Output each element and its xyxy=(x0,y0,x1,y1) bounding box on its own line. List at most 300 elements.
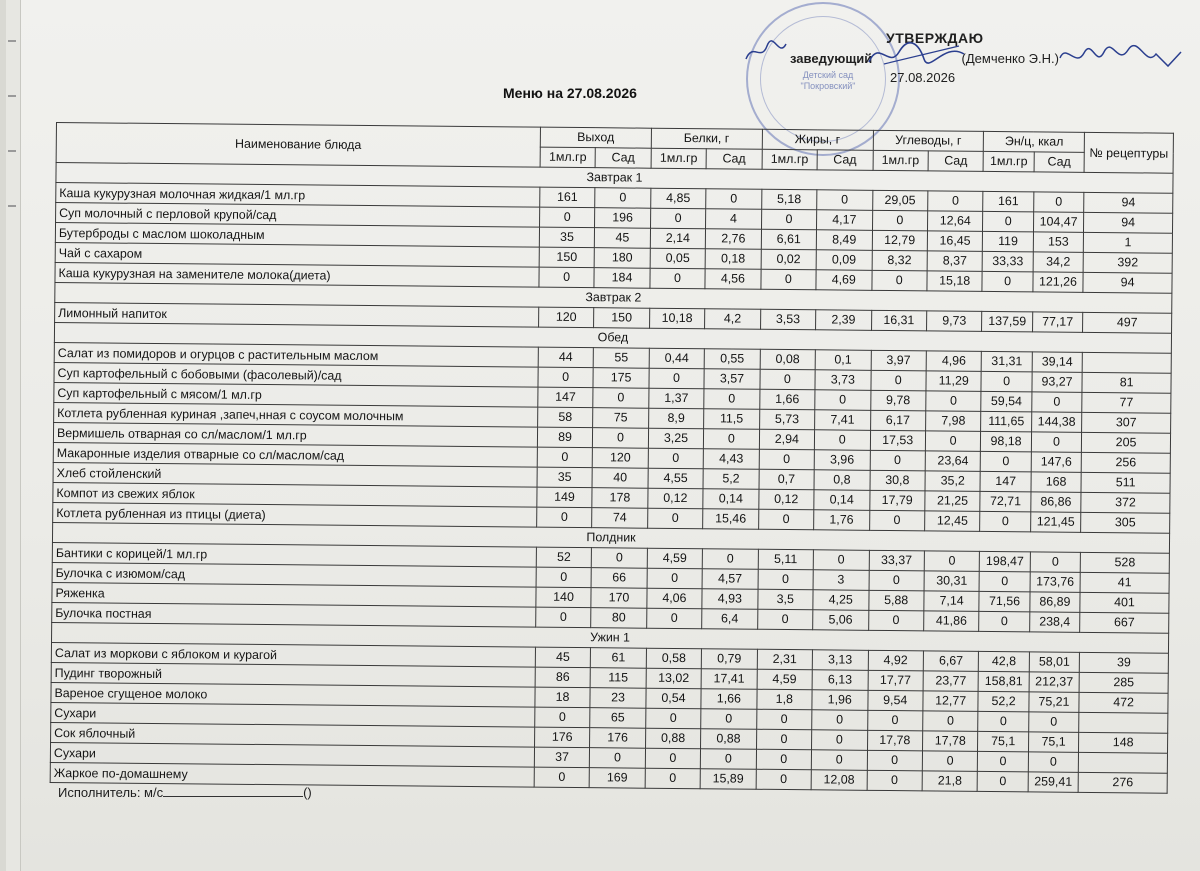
value-cell: 86,86 xyxy=(1031,492,1082,512)
dish-name: Хлеб стойленский xyxy=(53,462,537,487)
dish-name: Сухари xyxy=(50,742,534,767)
value-cell: 0 xyxy=(978,711,1029,731)
value-cell: 4,55 xyxy=(648,468,704,489)
recipe-number: 307 xyxy=(1082,412,1171,433)
value-cell: 29,05 xyxy=(872,190,928,211)
recipe-number: 392 xyxy=(1083,252,1172,273)
subheader-cell: 1мл.гр xyxy=(873,150,929,171)
value-cell: 0 xyxy=(701,749,757,770)
value-cell: 0 xyxy=(867,770,923,791)
value-cell: 238,4 xyxy=(1029,612,1080,632)
value-cell: 65 xyxy=(590,708,646,729)
recipe-number: 667 xyxy=(1080,612,1169,633)
value-cell: 0 xyxy=(756,709,812,730)
dish-name: Ряженка xyxy=(52,582,536,607)
value-cell: 37 xyxy=(534,747,590,768)
value-cell: 3,53 xyxy=(760,309,816,330)
value-cell: 0 xyxy=(756,749,812,770)
dish-name: Суп молочный с перловой крупой/сад xyxy=(56,203,540,228)
value-cell: 0 xyxy=(869,570,925,591)
value-cell: 0 xyxy=(592,548,648,569)
value-cell: 98,18 xyxy=(981,431,1032,451)
subheader-cell: 1мл.гр xyxy=(762,149,818,170)
value-cell: 5,73 xyxy=(759,409,815,430)
recipe-number: 528 xyxy=(1080,552,1169,573)
value-cell: 168 xyxy=(1031,472,1082,492)
recipe-number: 401 xyxy=(1080,592,1169,613)
section-title: Завтрак 2 xyxy=(55,282,1172,313)
value-cell: 0 xyxy=(983,211,1034,231)
value-cell: 5,11 xyxy=(758,549,814,570)
value-cell: 0 xyxy=(650,208,706,229)
value-cell: 0,14 xyxy=(703,489,759,510)
value-cell: 0 xyxy=(811,750,867,771)
value-cell: 0 xyxy=(872,210,928,231)
value-cell: 75,21 xyxy=(1029,692,1080,712)
value-cell: 4,92 xyxy=(868,650,924,671)
dish-name: Каша кукурузная на заменителе молока(диета) xyxy=(55,262,539,287)
value-cell: 0 xyxy=(757,609,813,630)
document-page xyxy=(6,0,1200,871)
dish-name: Вареное сгущеное молоко xyxy=(51,682,535,707)
menu-table xyxy=(50,122,1174,794)
recipe-number: 94 xyxy=(1084,212,1173,233)
header-output: Выход xyxy=(540,127,651,148)
value-cell: 55 xyxy=(593,348,649,369)
binder-edge xyxy=(6,0,21,871)
value-cell: 0,12 xyxy=(648,488,704,509)
value-cell: 0 xyxy=(924,551,980,572)
footer-suffix: () xyxy=(303,785,312,800)
dish-name: Макаронные изделия отварные со сл/маслом/сад xyxy=(53,442,537,467)
value-cell: 6,17 xyxy=(870,410,926,431)
value-cell: 8,49 xyxy=(816,230,872,251)
value-cell: 0 xyxy=(759,449,815,470)
value-cell: 5,88 xyxy=(868,590,924,611)
value-cell: 0,18 xyxy=(705,249,761,270)
section-title: Обед xyxy=(54,322,1171,353)
value-cell: 0 xyxy=(650,268,706,289)
recipe-number: 94 xyxy=(1084,192,1173,213)
header-protein: Белки, г xyxy=(651,128,762,149)
value-cell: 52 xyxy=(536,547,592,568)
value-cell: 121,45 xyxy=(1030,512,1081,532)
header-dish-name: Наименование блюда xyxy=(56,123,540,168)
value-cell: 176 xyxy=(590,728,646,749)
value-cell: 0 xyxy=(761,209,817,230)
value-cell: 0 xyxy=(870,370,926,391)
value-cell: 5,2 xyxy=(703,469,759,490)
section-title: Завтрак 1 xyxy=(56,163,1173,194)
value-cell: 12,45 xyxy=(925,511,981,532)
value-cell: 3,97 xyxy=(871,350,927,371)
section-title: Полдник xyxy=(52,522,1169,553)
value-cell: 0 xyxy=(868,610,924,631)
value-cell: 0 xyxy=(1031,432,1082,452)
dish-name: Пудинг творожный xyxy=(51,662,535,687)
value-cell: 3,25 xyxy=(648,428,704,449)
value-cell: 12,77 xyxy=(923,691,979,712)
recipe-number xyxy=(1079,752,1168,773)
value-cell: 72,71 xyxy=(980,491,1031,511)
value-cell: 86,89 xyxy=(1030,592,1081,612)
value-cell: 4,57 xyxy=(702,569,758,590)
dish-name: Суп картофельный с бобовыми (фасолевый)/сад xyxy=(54,362,538,387)
value-cell: 3,57 xyxy=(704,369,760,390)
approval-name: (Демченко Э.Н.) xyxy=(961,51,1059,66)
value-cell: 149 xyxy=(537,487,593,508)
value-cell: 169 xyxy=(589,768,645,789)
value-cell: 0 xyxy=(704,429,760,450)
value-cell: 0 xyxy=(869,510,925,531)
dish-name: Вермишель отварная со сл/маслом/1 мл.гр xyxy=(53,422,537,447)
value-cell: 16,45 xyxy=(927,231,983,252)
dish-name: Сок яблочный xyxy=(51,722,535,747)
value-cell: 12,64 xyxy=(927,211,983,232)
value-cell: 77,17 xyxy=(1032,312,1083,332)
recipe-number: 39 xyxy=(1079,652,1168,673)
value-cell: 0,54 xyxy=(646,688,702,709)
value-cell: 11,29 xyxy=(926,371,982,392)
value-cell: 8,37 xyxy=(927,251,983,272)
approval-label: УТВЕРЖДАЮ xyxy=(886,30,984,46)
value-cell: 119 xyxy=(983,231,1034,251)
value-cell: 4,56 xyxy=(705,269,761,290)
value-cell: 0 xyxy=(925,431,981,452)
value-cell: 0 xyxy=(756,729,812,750)
value-cell: 0 xyxy=(923,711,979,732)
value-cell: 6,4 xyxy=(702,609,758,630)
value-cell: 0,14 xyxy=(814,490,870,511)
value-cell: 18 xyxy=(535,687,591,708)
value-cell: 147 xyxy=(980,471,1031,491)
value-cell: 0 xyxy=(813,550,869,571)
value-cell: 13,02 xyxy=(646,668,702,689)
value-cell: 0 xyxy=(812,710,868,731)
subheader-cell: 1мл.гр xyxy=(540,147,596,168)
value-cell: 0 xyxy=(982,271,1033,291)
header-fat: Жиры, г xyxy=(762,129,873,150)
value-cell: 0 xyxy=(1033,192,1084,212)
value-cell: 3,96 xyxy=(814,450,870,471)
value-cell: 0,88 xyxy=(645,728,701,749)
value-cell: 140 xyxy=(536,587,592,608)
value-cell: 4,25 xyxy=(813,590,869,611)
subheader-cell: 1мл.гр xyxy=(983,151,1034,171)
value-cell: 33,33 xyxy=(983,251,1034,271)
value-cell: 0 xyxy=(704,389,760,410)
value-cell: 0 xyxy=(536,507,592,528)
value-cell: 1,96 xyxy=(812,690,868,711)
value-cell: 173,76 xyxy=(1030,572,1081,592)
value-cell: 0 xyxy=(537,447,593,468)
value-cell: 17,41 xyxy=(701,669,757,690)
footer-signature-line xyxy=(163,784,303,797)
value-cell: 35 xyxy=(539,227,595,248)
value-cell: 3,73 xyxy=(815,370,871,391)
value-cell: 161 xyxy=(983,191,1034,211)
value-cell: 0 xyxy=(590,748,646,769)
recipe-number: 372 xyxy=(1081,492,1170,513)
value-cell: 5,06 xyxy=(813,610,869,631)
subheader-cell: Сад xyxy=(706,149,762,170)
value-cell: 0 xyxy=(1032,392,1083,412)
value-cell: 184 xyxy=(594,268,650,289)
value-cell: 147,6 xyxy=(1031,452,1082,472)
value-cell: 86 xyxy=(535,667,591,688)
value-cell: 0 xyxy=(646,608,702,629)
value-cell: 0 xyxy=(649,368,705,389)
value-cell: 0 xyxy=(535,707,591,728)
dish-name: Бутерброды с маслом шоколадным xyxy=(55,223,539,248)
value-cell: 0 xyxy=(817,190,873,211)
recipe-number: 1 xyxy=(1083,232,1172,253)
value-cell: 0 xyxy=(979,571,1030,591)
value-cell: 120 xyxy=(538,307,594,328)
value-cell: 59,54 xyxy=(981,391,1032,411)
header-recipe-number: № рецептуры xyxy=(1084,132,1173,173)
recipe-number: 285 xyxy=(1079,672,1168,693)
value-cell: 10,18 xyxy=(649,308,705,329)
value-cell: 0 xyxy=(701,709,757,730)
value-cell: 196 xyxy=(595,208,651,229)
value-cell: 0 xyxy=(595,188,651,209)
dish-name: Суп картофельный с мясом/1 мл.гр xyxy=(54,382,538,407)
value-cell: 0,55 xyxy=(704,349,760,370)
value-cell: 111,65 xyxy=(981,411,1032,431)
value-cell: 0,12 xyxy=(758,489,814,510)
value-cell: 0 xyxy=(536,567,592,588)
value-cell: 0 xyxy=(926,391,982,412)
value-cell: 178 xyxy=(592,488,648,509)
value-cell: 161 xyxy=(540,187,596,208)
value-cell: 6,61 xyxy=(761,229,817,250)
value-cell: 0,58 xyxy=(646,648,702,669)
value-cell: 0 xyxy=(593,428,649,449)
recipe-number: 148 xyxy=(1079,732,1168,753)
value-cell: 0 xyxy=(539,267,595,288)
value-cell: 75,1 xyxy=(1028,732,1079,752)
value-cell: 12,79 xyxy=(872,230,928,251)
value-cell: 23 xyxy=(590,688,646,709)
footer-executor-label: Исполнитель: м/с xyxy=(58,785,164,800)
value-cell: 0 xyxy=(702,549,758,570)
value-cell: 0 xyxy=(870,450,926,471)
value-cell: 4 xyxy=(706,209,762,230)
recipe-number: 41 xyxy=(1080,572,1169,593)
value-cell: 153 xyxy=(1033,232,1084,252)
value-cell: 17,77 xyxy=(868,670,924,691)
recipe-number: 305 xyxy=(1081,512,1170,533)
recipe-number: 77 xyxy=(1082,392,1171,413)
value-cell: 0,8 xyxy=(814,470,870,491)
dish-name: Жаркое по-домашнему xyxy=(50,762,534,787)
dish-name: Котлета рубленная из птицы (диета) xyxy=(53,502,537,527)
value-cell: 66 xyxy=(591,568,647,589)
value-cell: 0 xyxy=(761,269,817,290)
value-cell: 0,09 xyxy=(816,250,872,271)
subheader-cell: Сад xyxy=(817,150,873,171)
value-cell: 15,89 xyxy=(700,769,756,790)
dish-name: Сухари xyxy=(51,702,535,727)
value-cell: 144,38 xyxy=(1031,412,1082,432)
subheader-cell: Сад xyxy=(595,148,651,169)
value-cell: 4,17 xyxy=(817,210,873,231)
subheader-cell: Сад xyxy=(1034,152,1085,172)
value-cell: 9,54 xyxy=(867,690,923,711)
value-cell: 5,18 xyxy=(761,189,817,210)
value-cell: 15,18 xyxy=(927,271,983,292)
value-cell: 0 xyxy=(978,771,1029,791)
value-cell: 0 xyxy=(645,748,701,769)
recipe-number: 497 xyxy=(1083,312,1172,333)
value-cell: 0 xyxy=(1028,752,1079,772)
value-cell: 61 xyxy=(591,648,647,669)
value-cell: 0 xyxy=(981,371,1032,391)
value-cell: 16,31 xyxy=(871,310,927,331)
value-cell: 1,8 xyxy=(757,689,813,710)
dish-name: Чай с сахаром xyxy=(55,242,539,267)
value-cell: 4,96 xyxy=(926,351,982,372)
value-cell: 0 xyxy=(645,708,701,729)
value-cell: 4,59 xyxy=(647,548,703,569)
value-cell: 4,69 xyxy=(816,270,872,291)
value-cell: 8,9 xyxy=(648,408,704,429)
value-cell: 4,43 xyxy=(703,449,759,470)
value-cell: 212,37 xyxy=(1029,672,1080,692)
value-cell: 75 xyxy=(593,408,649,429)
value-cell: 0 xyxy=(536,607,592,628)
value-cell: 4,06 xyxy=(647,588,703,609)
value-cell: 30,31 xyxy=(924,571,980,592)
stamp-line-1: Детский сад xyxy=(802,70,854,80)
recipe-number: 94 xyxy=(1083,272,1172,293)
value-cell: 104,47 xyxy=(1033,212,1084,232)
approval-position: заведующий xyxy=(790,51,873,66)
value-cell: 17,53 xyxy=(870,430,926,451)
value-cell: 30,8 xyxy=(870,470,926,491)
value-cell: 0 xyxy=(814,430,870,451)
value-cell: 0,02 xyxy=(761,249,817,270)
value-cell: 0 xyxy=(534,767,590,788)
value-cell: 0 xyxy=(758,569,814,590)
value-cell: 121,26 xyxy=(1033,272,1084,292)
section-title: Ужин 1 xyxy=(52,622,1169,653)
subheader-cell: Сад xyxy=(928,151,984,172)
value-cell: 15,46 xyxy=(703,509,759,530)
value-cell: 1,66 xyxy=(759,389,815,410)
recipe-number: 511 xyxy=(1081,472,1170,493)
value-cell: 170 xyxy=(591,588,647,609)
page-title: Меню на 27.08.2026 xyxy=(503,85,637,101)
value-cell: 0 xyxy=(871,270,927,291)
value-cell: 0 xyxy=(538,367,594,388)
value-cell: 0 xyxy=(922,751,978,772)
value-cell: 180 xyxy=(594,248,650,269)
value-cell: 176 xyxy=(534,727,590,748)
approval-date: 27.08.2026 xyxy=(890,70,956,85)
recipe-number xyxy=(1079,712,1168,733)
value-cell: 23,64 xyxy=(925,451,981,472)
value-cell: 0 xyxy=(978,751,1029,771)
value-cell: 0 xyxy=(706,189,762,210)
value-cell: 0 xyxy=(758,509,814,530)
value-cell: 4,85 xyxy=(650,188,706,209)
recipe-number: 256 xyxy=(1081,452,1170,473)
value-cell: 23,77 xyxy=(923,671,979,692)
dish-name: Салат из моркови с яблоком и курагой xyxy=(51,642,535,667)
dish-name: Котлета рубленная куриная ,запеч,нная с соусом молочным xyxy=(54,402,538,427)
value-cell: 0 xyxy=(647,508,703,529)
value-cell: 75,1 xyxy=(978,731,1029,751)
value-cell: 158,81 xyxy=(978,671,1029,691)
value-cell: 7,14 xyxy=(924,591,980,612)
value-cell: 93,27 xyxy=(1032,372,1083,392)
value-cell: 45 xyxy=(595,228,651,249)
handwritten-signature xyxy=(1056,38,1196,78)
value-cell: 0 xyxy=(593,388,649,409)
value-cell: 0,79 xyxy=(701,649,757,670)
value-cell: 74 xyxy=(592,508,648,529)
value-cell: 0 xyxy=(812,730,868,751)
value-cell: 137,59 xyxy=(982,311,1033,331)
value-cell: 3,5 xyxy=(757,589,813,610)
value-cell: 0 xyxy=(539,207,595,228)
value-cell: 71,56 xyxy=(979,591,1030,611)
value-cell: 7,41 xyxy=(815,410,871,431)
dish-name: Булочка постная xyxy=(52,602,536,627)
value-cell: 3,13 xyxy=(812,650,868,671)
value-cell: 0 xyxy=(645,768,701,789)
value-cell: 21,25 xyxy=(925,491,981,512)
value-cell: 0,08 xyxy=(760,349,816,370)
value-cell: 259,41 xyxy=(1028,772,1079,792)
dish-name: Булочка с изюмом/сад xyxy=(52,562,536,587)
value-cell: 3 xyxy=(813,570,869,591)
value-cell: 17,78 xyxy=(922,731,978,752)
value-cell: 2,14 xyxy=(650,228,706,249)
value-cell: 9,73 xyxy=(926,311,982,332)
value-cell: 35 xyxy=(537,467,593,488)
value-cell: 0 xyxy=(980,511,1031,531)
value-cell: 0 xyxy=(756,769,812,790)
value-cell: 147 xyxy=(538,387,594,408)
value-cell: 1,66 xyxy=(701,689,757,710)
value-cell: 0,44 xyxy=(649,348,705,369)
footer xyxy=(58,784,312,800)
value-cell: 17,79 xyxy=(869,490,925,511)
recipe-number: 472 xyxy=(1079,692,1168,713)
value-cell: 8,32 xyxy=(872,250,928,271)
recipe-number: 276 xyxy=(1078,772,1167,793)
value-cell: 31,31 xyxy=(982,351,1033,371)
recipe-number: 205 xyxy=(1082,432,1171,453)
value-cell: 12,08 xyxy=(811,770,867,791)
value-cell: 58,01 xyxy=(1029,652,1080,672)
value-cell: 4,59 xyxy=(757,669,813,690)
header-energy: Эн/ц, ккал xyxy=(984,131,1085,152)
dish-name: Каша кукурузная молочная жидкая/1 мл.гр xyxy=(56,183,540,208)
value-cell: 0 xyxy=(981,451,1032,471)
value-cell: 150 xyxy=(594,308,650,329)
value-cell: 120 xyxy=(593,448,649,469)
value-cell: 2,39 xyxy=(816,310,872,331)
value-cell: 41,86 xyxy=(924,611,980,632)
value-cell: 0,88 xyxy=(701,729,757,750)
signature-mark xyxy=(741,34,791,70)
value-cell: 2,94 xyxy=(759,429,815,450)
recipe-number: 81 xyxy=(1082,372,1171,393)
